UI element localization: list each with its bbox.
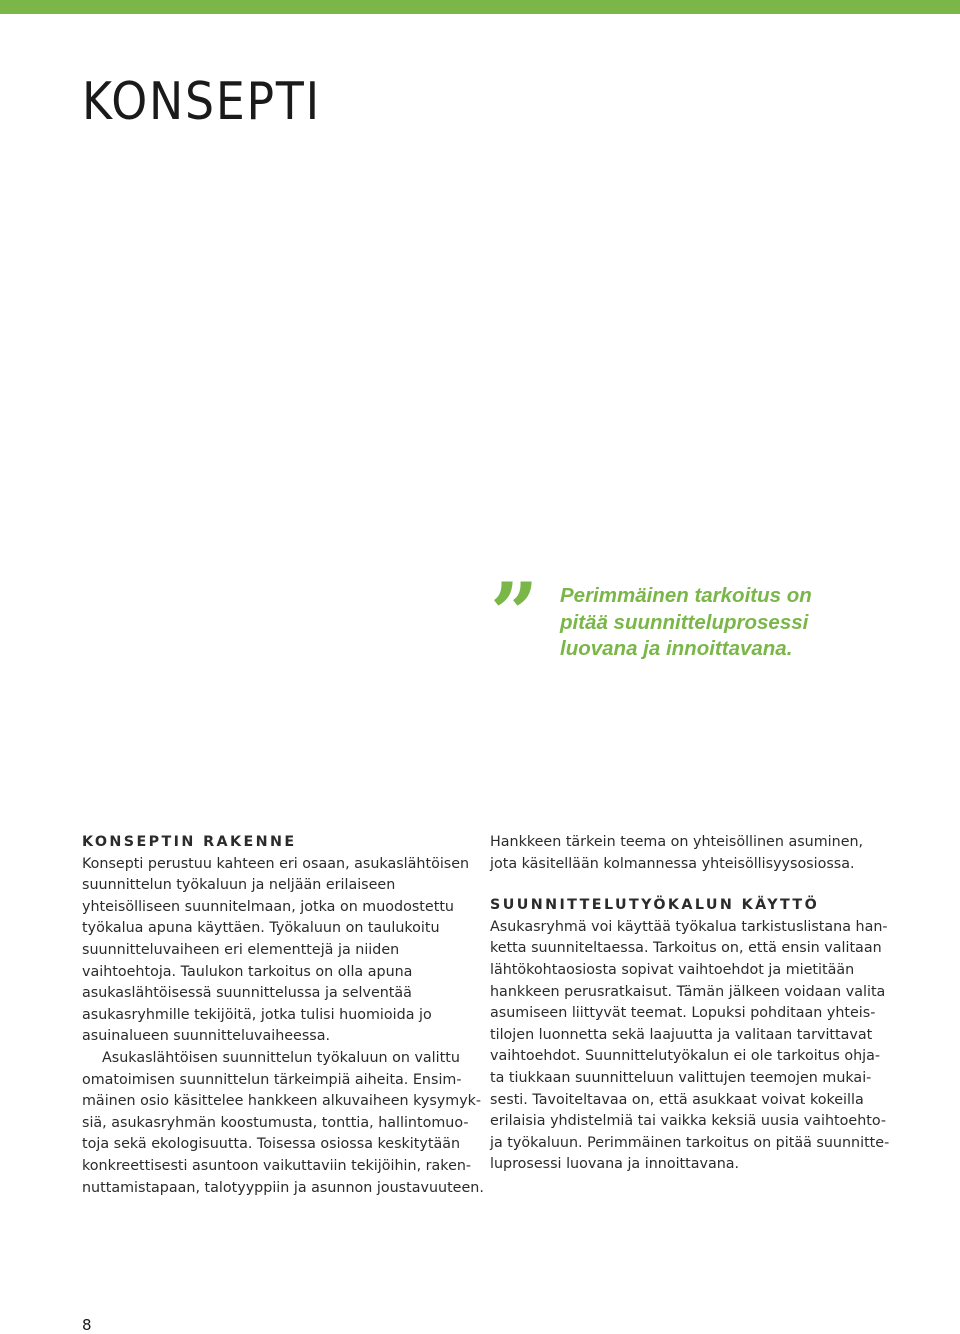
text-line: suunnittelun työkaluun ja neljään erilaiseen (82, 877, 396, 894)
left-column (82, 832, 482, 1199)
spacer (490, 875, 890, 895)
paragraph-intro (490, 832, 890, 875)
text-line: yhteisölliseen suunnitelmaan, jotka on muodostettu (82, 898, 454, 915)
text-line: jota käsitellään kolmannessa yhteisöllisyysosiossa. (490, 855, 855, 872)
text-line: vaihtoehdot. Suunnittelutyökalun ei ole tarkoitus ohja- (490, 1048, 881, 1065)
pull-quote-line: Perimmäinen tarkoitus on (560, 584, 812, 607)
text-line: Asukaslähtöisen suunnittelun työkaluun on valittu (102, 1049, 460, 1066)
paragraph-tyokalu (82, 1048, 482, 1199)
text-line: konkreettisesti asuntoon vaikuttaviin tekijöihin, raken- (82, 1157, 472, 1174)
text-line: lähtökohtaosiosta sopivat vaihtoehdot ja mietitään (490, 961, 855, 978)
text-line: ja työkaluun. Perimmäinen tarkoitus on pitää suunnitte- (490, 1134, 890, 1151)
text-line: hankkeen perusratkaisut. Tämän jälkeen voidaan valita (490, 983, 886, 1000)
text-line: mäinen osio käsittelee hankkeen alkuvaiheen kysymyk- (82, 1093, 482, 1110)
text-line: erilaisia yhdistelmiä tai vaikka keksiä uusia vaihtoehto- (490, 1113, 887, 1130)
pull-quote-line: luovana ja innoittavana. (560, 637, 793, 660)
text-line: luprosessi luovana ja innoittavana. (490, 1156, 740, 1173)
text-line: nuttamistapaan, talotyyppiin ja asunnon joustavuuteen. (82, 1179, 484, 1196)
top-accent-bar (0, 0, 960, 14)
text-line: suunnitteluvaiheen eri elementtejä ja niiden (82, 941, 400, 958)
text-line: asumiseen liittyvät teemat. Lopuksi pohditaan yhteis- (490, 1005, 876, 1022)
right-column (490, 832, 890, 1176)
text-line: Konsepti perustuu kahteen eri osaan, asukaslähtöisen (82, 855, 470, 872)
text-line: toja sekä ekologisuutta. Toisessa osiossa keskitytään (82, 1136, 461, 1153)
text-line: tilojen luonnetta sekä laajuutta ja valitaan tarvittavat (490, 1026, 873, 1043)
text-line: omatoimisen suunnittelun tärkeimpiä aiheita. Ensim- (82, 1071, 462, 1088)
page-number: 8 (82, 1316, 92, 1334)
text-line: vaihtoehtoja. Taulukon tarkoitus on olla apuna (82, 963, 413, 980)
page-title: KONSEPTI (82, 72, 321, 132)
text-line: sesti. Tavoiteltavaa on, että asukkaat voivat kokeilla (490, 1091, 864, 1108)
text-line: siä, asukasryhmän koostumusta, tonttia, hallintomuo- (82, 1114, 469, 1131)
text-line: työkalua apuna käyttäen. Työkaluun on taulukoitu (82, 920, 440, 937)
text-line: Hankkeen tärkein teema on yhteisöllinen asuminen, (490, 834, 864, 850)
section-heading-suunnittelutyokalun-kaytto: SUUNNITTELUTYÖKALUN KÄYTTÖ (490, 897, 820, 914)
text-line: asukaslähtöisessä suunnittelussa ja selventää (82, 985, 412, 1002)
text-line: ta tiukkaan suunnitteluun valittujen teemojen mukai- (490, 1069, 872, 1086)
pull-quote-line: pitää suunnitteluprosessi (560, 610, 809, 634)
text-line: ketta suunniteltaessa. Tarkoitus on, että ensin valitaan (490, 940, 882, 957)
paragraph-kaytto (490, 917, 890, 1176)
paragraph-konsepti (82, 854, 482, 1048)
text-line: Asukasryhmä voi käyttää työkalua tarkistuslistana han- (490, 918, 888, 935)
quote-mark-icon: ” (490, 564, 531, 663)
pull-quote (560, 583, 860, 663)
text-line: asukasryhmille tekijöitä, jotka tulisi huomioida jo (82, 1006, 432, 1023)
text-line: asuinalueen suunnitteluvaiheessa. (82, 1028, 331, 1045)
section-heading-konseptin-rakenne: KONSEPTIN RAKENNE (82, 834, 297, 850)
